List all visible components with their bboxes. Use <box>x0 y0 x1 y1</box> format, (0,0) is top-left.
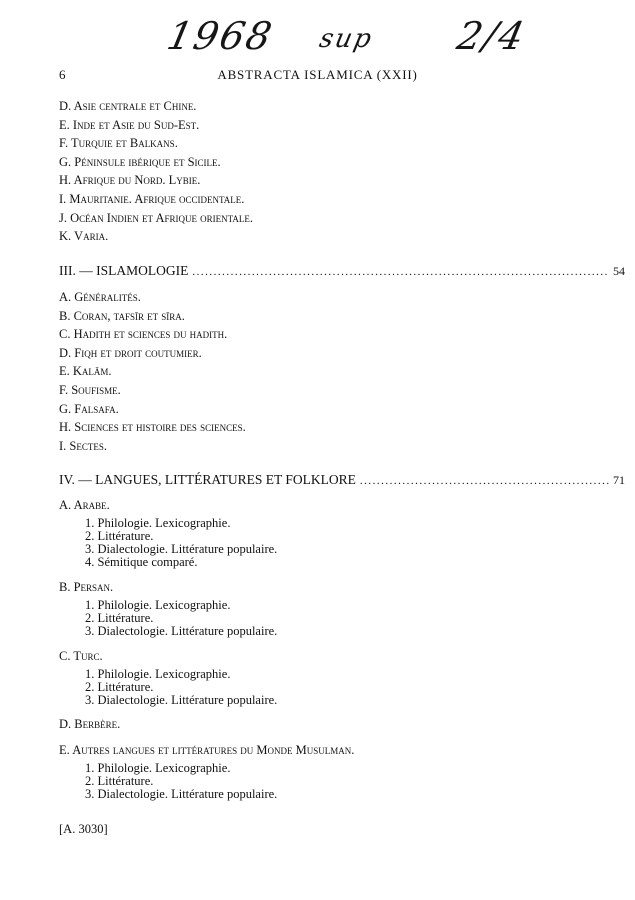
subsection-list <box>85 517 277 569</box>
sub-item: 1. Philologie. Lexicographie. <box>85 516 231 530</box>
list-item: I. Mauritanie. Afrique occidentale. <box>59 191 245 206</box>
section-iii-title: III. — ISLAMOLOGIE <box>59 263 189 278</box>
section-ii-list <box>59 97 253 246</box>
list-item: H. Afrique du Nord. Lybie. <box>59 173 201 188</box>
list-item: J. Océan Indien et Afrique orientale. <box>59 210 254 225</box>
list-item: D. Fiqh et droit coutumier. <box>59 345 202 360</box>
section-iv-title: IV. — LANGUES, LITTÉRATURES ET FOLKLORE <box>59 472 356 487</box>
subsection-heading: E. Autres langues et littératures du Monde Musulman. <box>59 743 355 757</box>
list-item: H. Sciences et histoire des sciences. <box>59 420 246 435</box>
list-item: A. Généralités. <box>59 290 141 304</box>
handwritten-year: 1968 <box>163 14 278 58</box>
section-iv-page: 71 <box>613 473 625 487</box>
sub-item: 1. Philologie. Lexicographie. <box>85 598 231 612</box>
subsection-list <box>85 668 277 707</box>
subsection-heading: C. Turc. <box>59 649 103 663</box>
section-iv-heading <box>59 472 635 488</box>
section-iii-list <box>59 288 246 455</box>
running-title: ABSTRACTA ISLAMICA (XXII) <box>217 67 418 82</box>
list-item: G. Falsafa. <box>59 401 119 416</box>
leader-dots <box>192 266 609 278</box>
list-item: B. Coran, tafsīr et sīra. <box>59 308 185 323</box>
list-item: K. Varia. <box>59 229 109 244</box>
subsection-list <box>85 599 277 638</box>
sub-item: 2. Littérature. <box>85 680 154 694</box>
sub-item: 2. Littérature. <box>85 774 154 788</box>
handwritten-suffix: sup <box>316 24 376 54</box>
subsection-heading: D. Berbère. <box>59 717 121 731</box>
sub-item: 3. Dialectologie. Littérature populaire. <box>85 624 278 638</box>
sub-item: 2. Littérature. <box>85 611 154 625</box>
list-item: G. Péninsule ibérique et Sicile. <box>59 154 221 169</box>
sub-item: 1. Philologie. Lexicographie. <box>85 667 231 681</box>
sub-item: 2. Littérature. <box>85 529 154 543</box>
sub-item: 4. Sémitique comparé. <box>85 555 198 569</box>
section-iii-page: 54 <box>613 264 625 278</box>
page-number: 6 <box>59 67 66 82</box>
subsection-heading: A. Arabe. <box>59 498 110 512</box>
sub-item: 3. Dialectologie. Littérature populaire. <box>85 787 278 801</box>
list-item: F. Soufisme. <box>59 382 121 397</box>
subsection-heading: B. Persan. <box>59 580 114 594</box>
leader-dots <box>360 475 609 487</box>
list-item: F. Turquie et Balkans. <box>59 136 178 151</box>
subsection-list <box>85 762 277 801</box>
list-item: I. Sectes. <box>59 438 107 453</box>
sub-item: 1. Philologie. Lexicographie. <box>85 761 231 775</box>
list-item: E. Inde et Asie du Sud-Est. <box>59 117 200 132</box>
list-item: D. Asie centrale et Chine. <box>59 99 197 113</box>
list-item: E. Kalām. <box>59 364 112 379</box>
section-iii-heading <box>59 263 635 279</box>
sub-item: 3. Dialectologie. Littérature populaire. <box>85 542 278 556</box>
handwritten-fraction: 2/4 <box>453 14 530 58</box>
document-code: [A. 3030] <box>59 822 108 836</box>
sub-item: 3. Dialectologie. Littérature populaire. <box>85 693 278 707</box>
list-item: C. Hadith et sciences du hadith. <box>59 327 228 342</box>
